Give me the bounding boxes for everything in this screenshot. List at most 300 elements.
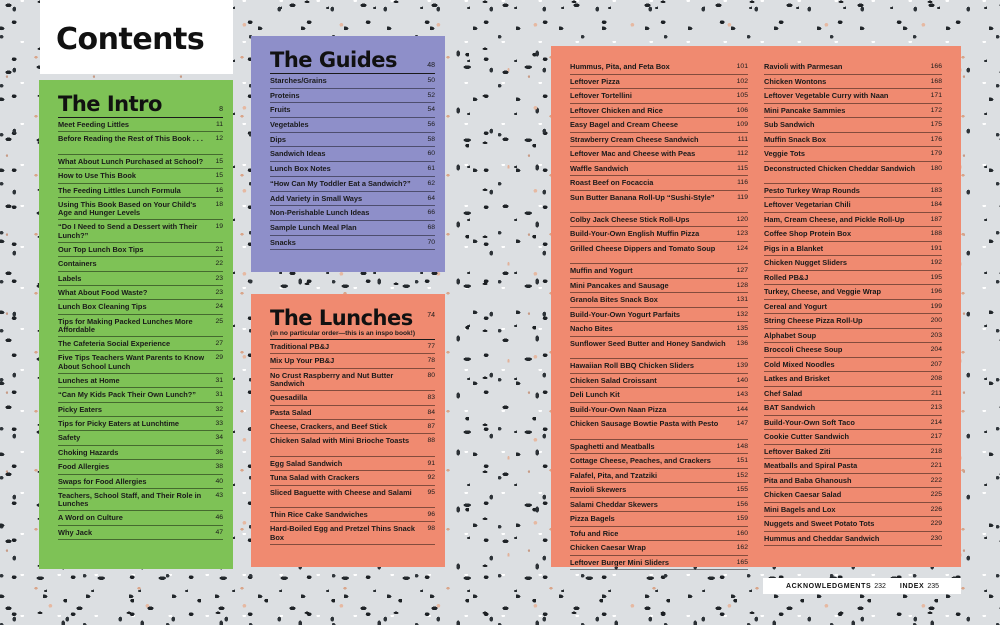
toc-entry[interactable] (58, 132, 223, 154)
toc-entry[interactable] (764, 147, 942, 162)
toc-entry-page: 226 (930, 505, 942, 513)
toc-entry-page: 162 (736, 544, 748, 552)
toc-entry[interactable] (58, 388, 223, 402)
toc-entry-page: 15 (215, 157, 223, 165)
toc-entry-page: 92 (427, 474, 435, 482)
toc-entry-title: Pita and Baba Ghanoush (764, 475, 852, 485)
toc-entry[interactable] (764, 387, 942, 402)
toc-entry-page: 78 (427, 357, 435, 365)
toc-entry-title: Hard-Boiled Egg and Pretzel Thins Snack Box (270, 524, 415, 542)
toc-entry-title: Picky Eaters (58, 404, 102, 414)
toc-entry[interactable] (570, 75, 748, 90)
toc-entry-page: 19 (215, 223, 223, 231)
toc-entry[interactable] (570, 147, 748, 162)
toc-entry[interactable] (764, 198, 942, 213)
toc-entry-title: Mini Bagels and Lox (764, 504, 836, 514)
toc-entry[interactable] (270, 162, 435, 177)
guides-section (251, 36, 445, 272)
toc-entry-page: 84 (427, 408, 435, 416)
toc-entry[interactable] (58, 155, 223, 169)
toc-entry-page: 23 (215, 274, 223, 282)
toc-entry-title: Build-Your-Own Naan Pizza (570, 404, 667, 414)
toc-entry-title: Thin Rice Cake Sandwiches (270, 509, 368, 519)
toc-entry-title: A Word on Culture (58, 513, 123, 523)
toc-entry-page: 50 (427, 77, 435, 84)
toc-entry-title: What About Food Waste? (58, 287, 148, 297)
toc-entry[interactable] (270, 457, 435, 471)
toc-entry-title: Tips for Picky Eaters at Lunchtime (58, 419, 180, 429)
toc-entry[interactable] (270, 420, 435, 434)
toc-entry-page: 112 (737, 150, 748, 157)
toc-entry-title: Hummus, Pita, and Feta Box (570, 62, 670, 71)
toc-entry-page: 168 (930, 77, 942, 85)
toc-entry[interactable] (764, 118, 942, 133)
toc-entry[interactable] (764, 75, 942, 90)
toc-entry-title: Build-Your-Own Yogurt Parfaits (570, 309, 681, 319)
toc-entry-page: 95 (427, 488, 435, 496)
toc-entry-page: 52 (427, 91, 435, 99)
toc-entry-page: 115 (737, 164, 748, 172)
toc-entry[interactable] (764, 89, 942, 104)
toc-entry-title: Lunches at Home (58, 375, 120, 385)
toc-entry-title: What About Lunch Purchased at School? (58, 156, 204, 166)
toc-entry-page: 192 (930, 259, 942, 267)
toc-entry[interactable] (764, 445, 942, 460)
toc-entry[interactable] (570, 118, 748, 133)
toc-entry[interactable] (58, 315, 223, 337)
toc-entry-page: 119 (737, 193, 748, 201)
toc-entry-page: 12 (215, 135, 223, 143)
toc-entry[interactable] (570, 322, 748, 337)
toc-entry[interactable] (58, 431, 223, 445)
toc-entry[interactable] (570, 498, 748, 513)
toc-entry-title: Falafel, Pita, and Tzatziki (570, 470, 658, 480)
toc-entry[interactable] (270, 206, 435, 221)
toc-entry-title: Lunch Box Cleaning Tips (58, 302, 147, 312)
toc-entry[interactable] (570, 454, 748, 469)
toc-entry[interactable] (58, 374, 223, 388)
toc-entry-page: 203 (930, 331, 942, 339)
toc-entry-page: 24 (215, 303, 223, 311)
intro-title: The Intro (58, 92, 162, 116)
toc-entry[interactable] (270, 391, 435, 405)
toc-entry[interactable] (764, 227, 942, 242)
toc-entry-page: 46 (215, 514, 223, 522)
toc-entry[interactable] (270, 89, 435, 104)
toc-entry[interactable] (570, 388, 748, 403)
toc-entry-page: 101 (736, 63, 748, 70)
toc-entry[interactable] (270, 133, 435, 148)
toc-entry[interactable] (58, 220, 223, 242)
toc-entry-title: Ravioli with Parmesan (764, 62, 843, 71)
toc-entry-page: 91 (427, 459, 435, 467)
toc-entry-page: 29 (215, 354, 223, 362)
toc-entry[interactable] (764, 488, 942, 503)
toc-entry-title: Pigs in a Blanket (764, 243, 824, 253)
toc-entry[interactable] (570, 227, 748, 242)
toc-entry-page: 18 (215, 200, 223, 208)
acknowledgments-label: ACKNOWLEDGMENTS (786, 582, 872, 590)
toc-entry-page: 64 (427, 194, 435, 202)
toc-entry-title: Leftover Baked Ziti (764, 446, 831, 456)
toc-entry[interactable] (570, 440, 748, 455)
toc-entry-title: The Cafeteria Social Experience (58, 339, 171, 349)
toc-entry-page: 187 (930, 215, 942, 223)
toc-entry-page: 25 (215, 317, 223, 325)
toc-entry-title: Turkey, Cheese, and Veggie Wrap (764, 287, 882, 297)
toc-entry[interactable] (570, 293, 748, 308)
toc-entry-title: Leftover Tortellini (570, 91, 632, 100)
toc-entry[interactable] (570, 337, 748, 359)
title-box (40, 0, 233, 74)
toc-entry-title: Snacks (270, 237, 296, 247)
toc-entry[interactable] (58, 417, 223, 431)
toc-entry-title: Why Jack (58, 527, 93, 537)
toc-entry-title: Egg Salad Sandwich (270, 458, 343, 468)
toc-entry[interactable] (270, 369, 435, 391)
toc-entry[interactable] (270, 103, 435, 118)
toc-entry[interactable] (58, 475, 223, 489)
toc-entry-title: Strawberry Cream Cheese Sandwich (570, 134, 699, 144)
toc-entry[interactable] (58, 337, 223, 351)
toc-entry[interactable] (570, 541, 748, 556)
toc-entry-title: “Do I Need to Send a Dessert with Their Lunch?” (58, 222, 198, 240)
toc-entry-page: 188 (930, 230, 942, 238)
toc-entry-title: Sunflower Seed Butter and Honey Sandwich (570, 338, 726, 348)
toc-entry-title: Chicken Nugget Sliders (764, 258, 847, 268)
toc-entry[interactable] (764, 329, 942, 344)
toc-entry-page: 23 (215, 288, 223, 296)
toc-entry-page: 136 (736, 339, 748, 347)
toc-entry-page: 87 (427, 422, 435, 430)
toc-entry[interactable] (58, 272, 223, 286)
intro-list (58, 118, 223, 540)
toc-entry-title: Cereal and Yogurt (764, 301, 827, 311)
toc-entry[interactable] (764, 401, 942, 416)
toc-entry[interactable] (570, 242, 748, 264)
toc-entry[interactable] (764, 104, 942, 119)
toc-entry-title: Sun Butter Banana Roll-Up “Sushi-Style” (570, 192, 715, 202)
toc-entry-title: Coffee Shop Protein Box (764, 229, 852, 239)
toc-entry-title: Spaghetti and Meatballs (570, 441, 655, 451)
toc-entry[interactable] (764, 459, 942, 474)
recipes-left-list (570, 60, 748, 570)
toc-entry-title: Teachers, School Staff, and Their Role in Lunches (58, 490, 202, 509)
toc-entry-title: How to Use This Book (58, 171, 137, 181)
toc-entry[interactable] (764, 300, 942, 315)
toc-entry-page: 68 (427, 223, 435, 231)
lunches-section (251, 294, 445, 567)
toc-entry[interactable] (270, 177, 435, 192)
toc-entry[interactable] (570, 527, 748, 542)
toc-entry-page: 70 (427, 238, 435, 246)
toc-entry-title: Ravioli Skewers (570, 485, 627, 495)
toc-entry[interactable] (570, 417, 748, 439)
toc-entry-title: Colby Jack Cheese Stick Roll-Ups (570, 214, 690, 224)
toc-entry-title: The Feeding Littles Lunch Formula (58, 185, 181, 195)
toc-entry[interactable] (58, 489, 223, 511)
toc-entry[interactable] (570, 403, 748, 418)
toc-entry-page: 183 (930, 186, 942, 194)
toc-entry-page: 175 (930, 121, 942, 128)
toc-entry-page: 229 (930, 520, 942, 528)
toc-entry[interactable] (764, 60, 942, 75)
toc-entry[interactable] (58, 351, 223, 373)
toc-entry[interactable] (570, 213, 748, 228)
toc-entry[interactable] (764, 532, 942, 547)
toc-entry[interactable] (570, 469, 748, 484)
toc-entry-page: 217 (930, 433, 942, 441)
toc-entry-page: 208 (930, 375, 942, 383)
toc-entry[interactable] (58, 300, 223, 314)
toc-entry[interactable] (270, 508, 435, 522)
toc-entry-page: 120 (736, 215, 748, 223)
toc-entry-page: 135 (736, 325, 748, 333)
toc-entry-title: Easy Bagel and Cream Cheese (570, 120, 679, 129)
toc-entry-title: Mini Pancakes and Sausage (570, 280, 669, 290)
toc-entry[interactable] (570, 308, 748, 323)
toc-entry-page: 144 (736, 405, 748, 413)
toc-entry-title: Leftover Vegetarian Chili (764, 200, 851, 210)
toc-entry-page: 102 (736, 77, 748, 85)
toc-entry-title: Sample Lunch Meal Plan (270, 222, 357, 232)
toc-entry[interactable] (270, 147, 435, 162)
toc-entry[interactable] (570, 483, 748, 498)
toc-entry-title: Traditional PB&J (270, 342, 330, 351)
toc-entry[interactable] (764, 184, 942, 199)
toc-entry[interactable] (270, 522, 435, 544)
toc-entry-page: 180 (930, 164, 942, 172)
toc-entry-page: 160 (736, 529, 748, 537)
toc-entry[interactable] (270, 434, 435, 456)
toc-entry[interactable] (58, 403, 223, 417)
toc-entry[interactable] (764, 271, 942, 286)
toc-entry-page: 221 (930, 462, 942, 470)
toc-entry-page: 155 (736, 486, 748, 494)
toc-entry[interactable] (570, 162, 748, 177)
toc-entry[interactable] (570, 89, 748, 104)
toc-entry-page: 31 (215, 376, 223, 384)
toc-entry-page: 230 (930, 534, 942, 542)
toc-entry-title: Before Reading the Rest of This Book . . . (58, 134, 203, 144)
toc-entry[interactable] (270, 354, 435, 368)
toc-entry[interactable] (570, 176, 748, 191)
lunches-list (270, 340, 435, 545)
toc-entry-title: Chicken Caesar Wrap (570, 543, 646, 553)
lunches-subtitle: (in no particular order—this is an inspo book!) (270, 330, 416, 337)
toc-entry[interactable] (764, 314, 942, 329)
toc-entry-title: Cookie Cutter Sandwich (764, 432, 850, 442)
toc-entry[interactable] (270, 118, 435, 133)
toc-entry-page: 184 (930, 201, 942, 209)
toc-entry-page: 36 (215, 448, 223, 456)
acknowledgments-entry[interactable] (786, 583, 886, 590)
toc-entry-page: 156 (736, 500, 748, 508)
toc-entry-title: Latkes and Brisket (764, 374, 830, 384)
toc-entry-page: 195 (930, 273, 942, 281)
lunches-title: The Lunches (270, 306, 413, 330)
toc-entry[interactable] (58, 257, 223, 271)
toc-entry-page: 124 (736, 244, 748, 252)
toc-entry[interactable] (764, 285, 942, 300)
toc-entry[interactable] (764, 242, 942, 257)
toc-entry[interactable] (270, 486, 435, 508)
toc-entry-title: Tofu and Rice (570, 528, 619, 538)
toc-entry-title: Nuggets and Sweet Potato Tots (764, 519, 875, 529)
toc-entry-title: Our Top Lunch Box Tips (58, 244, 144, 254)
toc-entry-title: Vegetables (270, 120, 309, 130)
toc-entry-page: 199 (930, 302, 942, 310)
toc-entry-title: Deli Lunch Kit (570, 390, 620, 400)
index-page: 235 (927, 582, 939, 590)
toc-entry[interactable] (570, 374, 748, 389)
toc-entry[interactable] (270, 471, 435, 485)
toc-entry-title: Hawaiian Roll BBQ Chicken Sliders (570, 361, 695, 371)
toc-entry[interactable] (58, 198, 223, 220)
toc-entry[interactable] (764, 256, 942, 271)
recipes-left-column (570, 60, 748, 567)
toc-entry[interactable] (58, 460, 223, 474)
toc-entry[interactable] (764, 416, 942, 431)
toc-entry[interactable] (270, 236, 435, 251)
toc-entry[interactable] (764, 162, 942, 184)
toc-entry[interactable] (570, 264, 748, 279)
toc-entry[interactable] (764, 358, 942, 373)
toc-entry-page: 22 (215, 260, 223, 268)
toc-entry-title: Grilled Cheese Dippers and Tomato Soup (570, 243, 716, 253)
toc-entry[interactable] (570, 133, 748, 148)
toc-entry-title: Tuna Salad with Crackers (270, 473, 360, 483)
toc-entry-title: Veggie Tots (764, 149, 805, 158)
toc-entry-page: 33 (215, 420, 223, 428)
toc-entry[interactable] (58, 243, 223, 257)
toc-entry[interactable] (570, 279, 748, 294)
toc-entry[interactable] (764, 474, 942, 489)
toc-entry-page: 128 (736, 281, 748, 289)
toc-entry[interactable] (58, 286, 223, 300)
toc-entry-title: Ham, Cream Cheese, and Pickle Roll-Up (764, 214, 905, 224)
toc-entry-page: 213 (930, 404, 942, 412)
guides-page: 48 (427, 62, 435, 69)
toc-entry[interactable] (764, 517, 942, 532)
toc-entry-title: “How Can My Toddler Eat a Sandwich?” (270, 178, 411, 188)
toc-entry[interactable] (58, 526, 223, 540)
intro-section (39, 80, 233, 569)
toc-entry[interactable] (764, 343, 942, 358)
toc-entry-page: 106 (736, 106, 748, 114)
toc-entry-title: Chicken Caesar Salad (764, 490, 842, 500)
toc-entry[interactable] (58, 169, 223, 183)
toc-entry-page: 214 (930, 418, 942, 426)
toc-entry-page: 62 (427, 179, 435, 187)
toc-entry-page: 218 (930, 447, 942, 455)
toc-entry-page: 32 (215, 405, 223, 413)
toc-entry-page: 15 (215, 172, 223, 180)
toc-entry[interactable] (764, 133, 942, 148)
acknowledgments-page: 232 (874, 582, 886, 590)
lunches-page: 74 (427, 312, 435, 319)
lunches-header (270, 308, 435, 340)
toc-entry-page: 88 (427, 437, 435, 445)
toc-entry-title: Add Variety in Small Ways (270, 193, 363, 203)
toc-entry[interactable] (764, 213, 942, 228)
toc-entry-title: Proteins (270, 90, 300, 100)
toc-entry[interactable] (270, 340, 435, 354)
toc-entry[interactable] (570, 512, 748, 527)
toc-entry[interactable] (270, 192, 435, 207)
toc-entry-title: String Cheese Pizza Roll-Up (764, 316, 863, 326)
toc-entry-title: Cold Mixed Noodles (764, 359, 835, 369)
toc-entry-title: Chef Salad (764, 388, 803, 398)
toc-entry-title: Using This Book Based on Your Child's Age and Hunger Levels (58, 199, 197, 218)
toc-entry[interactable] (270, 406, 435, 420)
toc-entry-title: Quesadilla (270, 393, 308, 403)
toc-entry-title: Lunch Box Notes (270, 164, 331, 174)
toc-entry[interactable] (58, 118, 223, 132)
toc-entry-page: 222 (930, 476, 942, 484)
toc-entry[interactable] (58, 446, 223, 460)
toc-entry[interactable] (570, 191, 748, 213)
toc-entry-page: 54 (427, 106, 435, 114)
toc-entry-title: Rolled PB&J (764, 272, 809, 282)
toc-entry[interactable] (570, 359, 748, 374)
toc-entry-page: 191 (930, 244, 942, 252)
toc-entry-page: 165 (736, 558, 748, 566)
toc-entry-title: Leftover Burger Mini Sliders (570, 557, 669, 567)
index-label: INDEX (899, 582, 925, 590)
toc-entry-page: 66 (427, 209, 435, 217)
toc-entry-title: Containers (58, 259, 97, 269)
toc-entry-title: Swaps for Food Allergies (58, 476, 147, 486)
toc-entry-title: Build-Your-Own Soft Taco (764, 417, 855, 427)
toc-entry[interactable] (764, 372, 942, 387)
toc-entry-page: 16 (215, 186, 223, 194)
toc-entry[interactable] (270, 74, 435, 89)
toc-entry-page: 171 (930, 92, 942, 99)
toc-entry[interactable] (58, 511, 223, 525)
toc-entry[interactable] (570, 104, 748, 119)
toc-entry[interactable] (58, 184, 223, 198)
toc-entry[interactable] (570, 556, 748, 571)
toc-entry-title: Chicken Salad with Mini Brioche Toasts (270, 436, 410, 446)
toc-entry-title: Mix Up Your PB&J (270, 356, 335, 366)
toc-entry-title: Leftover Vegetable Curry with Naan (764, 91, 889, 100)
toc-entry-page: 196 (930, 288, 942, 296)
toc-entry-title: Pizza Bagels (570, 514, 615, 524)
toc-entry-page: 140 (736, 376, 748, 384)
toc-entry-title: Chicken Wontons (764, 76, 827, 86)
toc-entry-page: 127 (736, 267, 748, 275)
index-entry[interactable] (900, 583, 939, 590)
toc-entry-title: “Can My Kids Pack Their Own Lunch?” (58, 390, 196, 400)
toc-entry-title: Sliced Baguette with Cheese and Salami (270, 487, 412, 497)
guides-header (270, 50, 435, 74)
toc-entry-page: 172 (930, 106, 942, 114)
toc-entry-page: 40 (215, 477, 223, 485)
toc-entry-page: 111 (737, 135, 748, 143)
page-title: Contents (56, 22, 205, 57)
toc-entry-title: Broccoli Cheese Soup (764, 345, 843, 355)
toc-entry[interactable] (570, 60, 748, 75)
intro-page: 8 (219, 106, 223, 113)
toc-entry-page: 139 (736, 362, 748, 370)
toc-entry[interactable] (764, 430, 942, 445)
recipes-section (551, 46, 961, 567)
toc-entry[interactable] (764, 503, 942, 518)
toc-entry[interactable] (270, 221, 435, 236)
toc-entry-title: Dips (270, 134, 287, 144)
toc-entry-page: 211 (931, 389, 942, 397)
